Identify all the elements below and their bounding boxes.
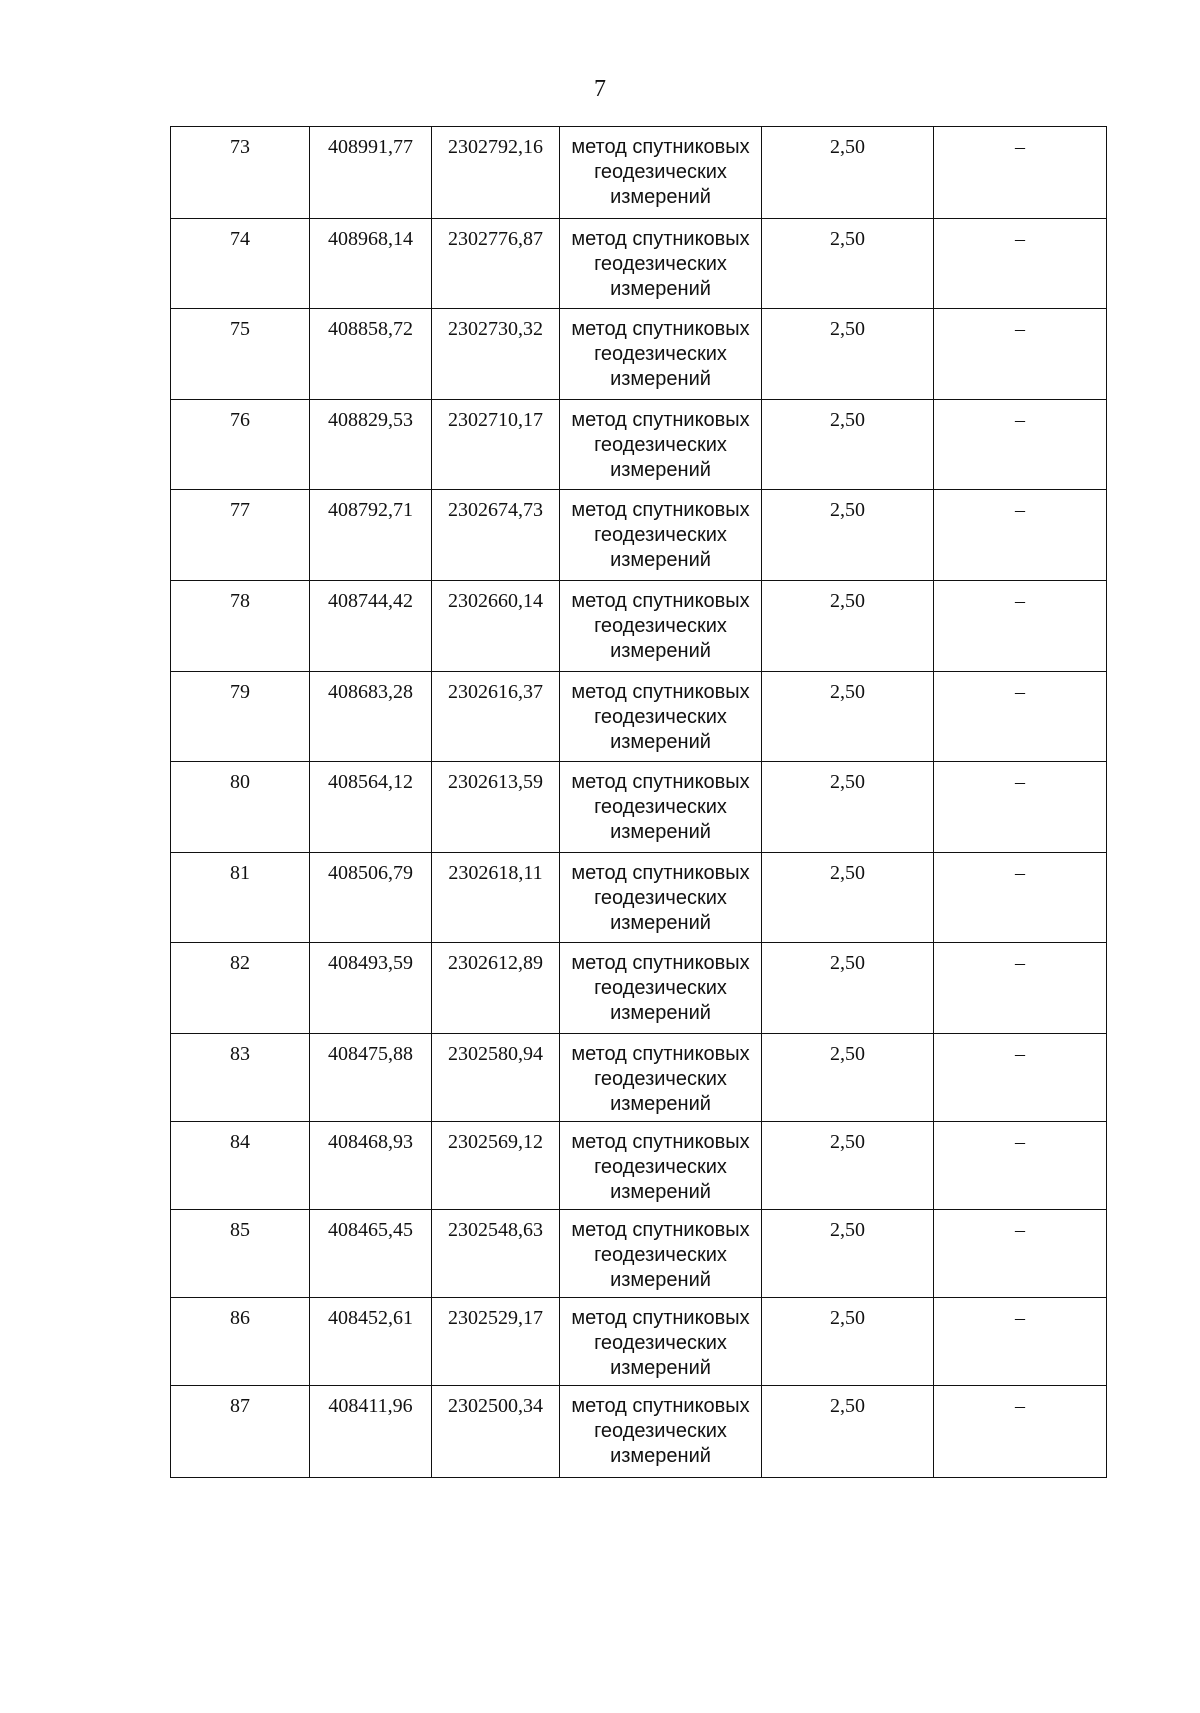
note-cell: –	[934, 490, 1107, 581]
note-cell: –	[934, 581, 1107, 672]
point-number-cell: 75	[171, 309, 310, 400]
method-cell: метод спутниковых геодезических измерений	[560, 400, 762, 490]
table-row	[171, 853, 1107, 943]
x-coordinate-cell: 408564,12	[310, 762, 432, 853]
note-cell: –	[934, 853, 1107, 943]
x-coordinate-cell: 408829,53	[310, 400, 432, 490]
note-cell: –	[934, 127, 1107, 219]
method-cell: метод спутниковых геодезических измерений	[560, 490, 762, 581]
y-coordinate-cell: 2302613,59	[432, 762, 560, 853]
table-row	[171, 400, 1107, 490]
y-coordinate-cell: 2302792,16	[432, 127, 560, 219]
y-coordinate-cell: 2302660,14	[432, 581, 560, 672]
table-row	[171, 1386, 1107, 1478]
x-coordinate-cell: 408411,96	[310, 1386, 432, 1478]
point-number-cell: 85	[171, 1210, 310, 1298]
y-coordinate-cell: 2302612,89	[432, 943, 560, 1034]
point-number-cell: 77	[171, 490, 310, 581]
y-coordinate-cell: 2302674,73	[432, 490, 560, 581]
table-row	[171, 1034, 1107, 1122]
table-row	[171, 1122, 1107, 1210]
y-coordinate-cell: 2302500,34	[432, 1386, 560, 1478]
accuracy-cell: 2,50	[762, 400, 934, 490]
note-cell: –	[934, 943, 1107, 1034]
table-row	[171, 127, 1107, 219]
point-number-cell: 79	[171, 672, 310, 762]
table-row	[171, 309, 1107, 400]
method-cell: метод спутниковых геодезических измерений	[560, 1298, 762, 1386]
x-coordinate-cell: 408452,61	[310, 1298, 432, 1386]
method-cell: метод спутниковых геодезических измерений	[560, 219, 762, 309]
method-cell: метод спутниковых геодезических измерений	[560, 943, 762, 1034]
point-number-cell: 82	[171, 943, 310, 1034]
note-cell: –	[934, 400, 1107, 490]
note-cell: –	[934, 1386, 1107, 1478]
point-number-cell: 87	[171, 1386, 310, 1478]
y-coordinate-cell: 2302580,94	[432, 1034, 560, 1122]
note-cell: –	[934, 1122, 1107, 1210]
y-coordinate-cell: 2302529,17	[432, 1298, 560, 1386]
table-row	[171, 1210, 1107, 1298]
coordinates-table-body	[171, 127, 1107, 1478]
x-coordinate-cell: 408744,42	[310, 581, 432, 672]
y-coordinate-cell: 2302776,87	[432, 219, 560, 309]
point-number-cell: 81	[171, 853, 310, 943]
method-cell: метод спутниковых геодезических измерений	[560, 853, 762, 943]
x-coordinate-cell: 408493,59	[310, 943, 432, 1034]
point-number-cell: 86	[171, 1298, 310, 1386]
table-row	[171, 581, 1107, 672]
method-cell: метод спутниковых геодезических измерений	[560, 1034, 762, 1122]
y-coordinate-cell: 2302618,11	[432, 853, 560, 943]
note-cell: –	[934, 762, 1107, 853]
table-row	[171, 762, 1107, 853]
method-cell: метод спутниковых геодезических измерений	[560, 1122, 762, 1210]
point-number-cell: 83	[171, 1034, 310, 1122]
y-coordinate-cell: 2302616,37	[432, 672, 560, 762]
accuracy-cell: 2,50	[762, 1298, 934, 1386]
accuracy-cell: 2,50	[762, 762, 934, 853]
note-cell: –	[934, 1034, 1107, 1122]
accuracy-cell: 2,50	[762, 309, 934, 400]
note-cell: –	[934, 1298, 1107, 1386]
x-coordinate-cell: 408468,93	[310, 1122, 432, 1210]
accuracy-cell: 2,50	[762, 943, 934, 1034]
table-row	[171, 672, 1107, 762]
point-number-cell: 74	[171, 219, 310, 309]
x-coordinate-cell: 408683,28	[310, 672, 432, 762]
accuracy-cell: 2,50	[762, 672, 934, 762]
table-row	[171, 490, 1107, 581]
x-coordinate-cell: 408465,45	[310, 1210, 432, 1298]
y-coordinate-cell: 2302730,32	[432, 309, 560, 400]
y-coordinate-cell: 2302569,12	[432, 1122, 560, 1210]
note-cell: –	[934, 672, 1107, 762]
accuracy-cell: 2,50	[762, 853, 934, 943]
point-number-cell: 73	[171, 127, 310, 219]
x-coordinate-cell: 408792,71	[310, 490, 432, 581]
note-cell: –	[934, 1210, 1107, 1298]
accuracy-cell: 2,50	[762, 1122, 934, 1210]
x-coordinate-cell: 408858,72	[310, 309, 432, 400]
point-number-cell: 76	[171, 400, 310, 490]
y-coordinate-cell: 2302548,63	[432, 1210, 560, 1298]
x-coordinate-cell: 408991,77	[310, 127, 432, 219]
x-coordinate-cell: 408506,79	[310, 853, 432, 943]
accuracy-cell: 2,50	[762, 490, 934, 581]
method-cell: метод спутниковых геодезических измерений	[560, 127, 762, 219]
x-coordinate-cell: 408475,88	[310, 1034, 432, 1122]
method-cell: метод спутниковых геодезических измерений	[560, 672, 762, 762]
method-cell: метод спутниковых геодезических измерений	[560, 762, 762, 853]
accuracy-cell: 2,50	[762, 581, 934, 672]
accuracy-cell: 2,50	[762, 1034, 934, 1122]
accuracy-cell: 2,50	[762, 1210, 934, 1298]
method-cell: метод спутниковых геодезических измерений	[560, 1386, 762, 1478]
point-number-cell: 84	[171, 1122, 310, 1210]
method-cell: метод спутниковых геодезических измерений	[560, 309, 762, 400]
method-cell: метод спутниковых геодезических измерений	[560, 581, 762, 672]
table-row	[171, 1298, 1107, 1386]
table-row	[171, 943, 1107, 1034]
table-row	[171, 219, 1107, 309]
note-cell: –	[934, 309, 1107, 400]
accuracy-cell: 2,50	[762, 127, 934, 219]
x-coordinate-cell: 408968,14	[310, 219, 432, 309]
point-number-cell: 80	[171, 762, 310, 853]
y-coordinate-cell: 2302710,17	[432, 400, 560, 490]
method-cell: метод спутниковых геодезических измерений	[560, 1210, 762, 1298]
page-number: 7	[594, 76, 606, 102]
accuracy-cell: 2,50	[762, 219, 934, 309]
note-cell: –	[934, 219, 1107, 309]
accuracy-cell: 2,50	[762, 1386, 934, 1478]
point-number-cell: 78	[171, 581, 310, 672]
coordinates-table	[170, 126, 1107, 1478]
